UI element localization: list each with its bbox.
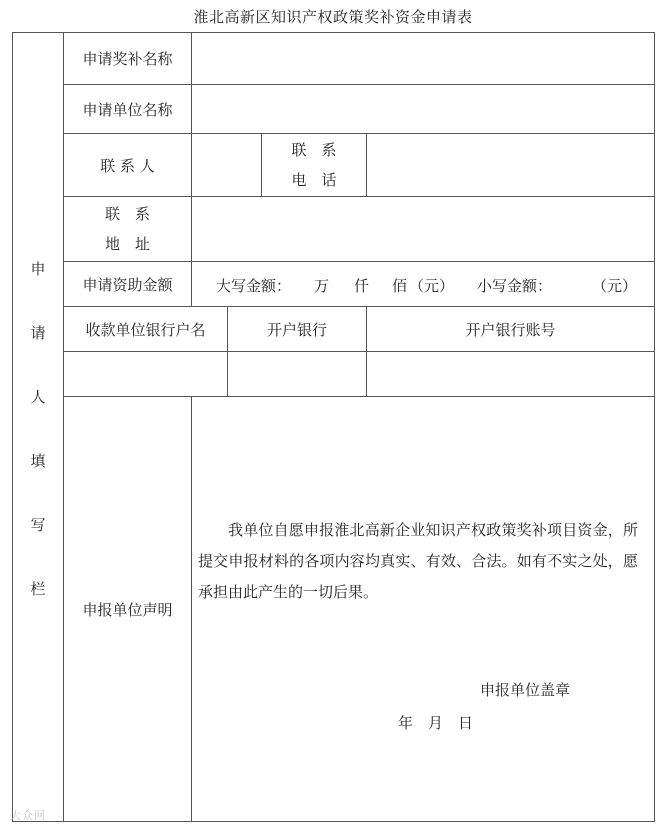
unit-yuan-upper: （元） — [409, 277, 455, 295]
unit-name-input[interactable] — [191, 84, 655, 134]
address-label-line2: 地 址 — [104, 235, 150, 253]
declaration-text: 我单位自愿申报淮北高新企业知识产权政策奖补项目资金，所提交申报材料的各项内容均真实、有效、合法。如有不实之处，愿承担由此产生的一切后果。 — [198, 521, 638, 601]
phone-label-line1: 联 系 — [291, 141, 337, 159]
bank-account-number-input[interactable] — [366, 351, 655, 397]
amount-upper-label: 大写金额： — [216, 277, 292, 295]
phone-input[interactable] — [366, 133, 655, 197]
award-name-label: 申请奖补名称 — [63, 32, 192, 85]
address-label-line1: 联 系 — [104, 205, 150, 223]
date-label: 年 月 日 — [398, 714, 474, 732]
unit-name-label: 申请单位名称 — [63, 84, 192, 134]
declaration-label: 申报单位声明 — [63, 396, 192, 822]
side-label-char: 填 — [30, 452, 46, 470]
side-label-char: 人 — [30, 388, 46, 406]
side-label-char: 申 — [30, 260, 46, 278]
phone-label — [261, 133, 367, 197]
side-label-char: 栏 — [30, 580, 46, 598]
side-label-char: 请 — [30, 324, 46, 342]
bank-account-name-input[interactable] — [63, 351, 228, 397]
bank-account-number-header: 开户银行账号 — [366, 306, 655, 352]
bank-account-name-header: 收款单位银行户名 — [63, 306, 228, 352]
contact-person-input[interactable] — [191, 133, 262, 197]
side-label-char: 写 — [30, 516, 46, 534]
unit-wan: 万 — [314, 277, 330, 295]
amount-lower-label: 小写金额： — [477, 277, 553, 295]
unit-yuan-lower: （元） — [592, 277, 638, 295]
unit-qian: 仟 — [354, 277, 370, 295]
watermark: 大众网 — [10, 809, 46, 822]
contact-person-label: 联 系 人 — [63, 133, 192, 197]
declaration-cell — [191, 396, 655, 822]
address-input[interactable] — [191, 196, 655, 262]
phone-label-line2: 电 话 — [291, 171, 337, 189]
bank-header: 开户银行 — [227, 306, 367, 352]
applicant-section-column — [12, 32, 64, 822]
form-title: 淮北高新区知识产权政策奖补资金申请表 — [193, 8, 473, 26]
address-label — [63, 196, 192, 262]
award-name-input[interactable] — [191, 32, 655, 85]
bank-input[interactable] — [227, 351, 367, 397]
unit-bai: 佰 — [392, 277, 408, 295]
seal-label: 申报单位盖章 — [480, 681, 571, 699]
amount-label: 申请资助金额 — [63, 261, 192, 307]
